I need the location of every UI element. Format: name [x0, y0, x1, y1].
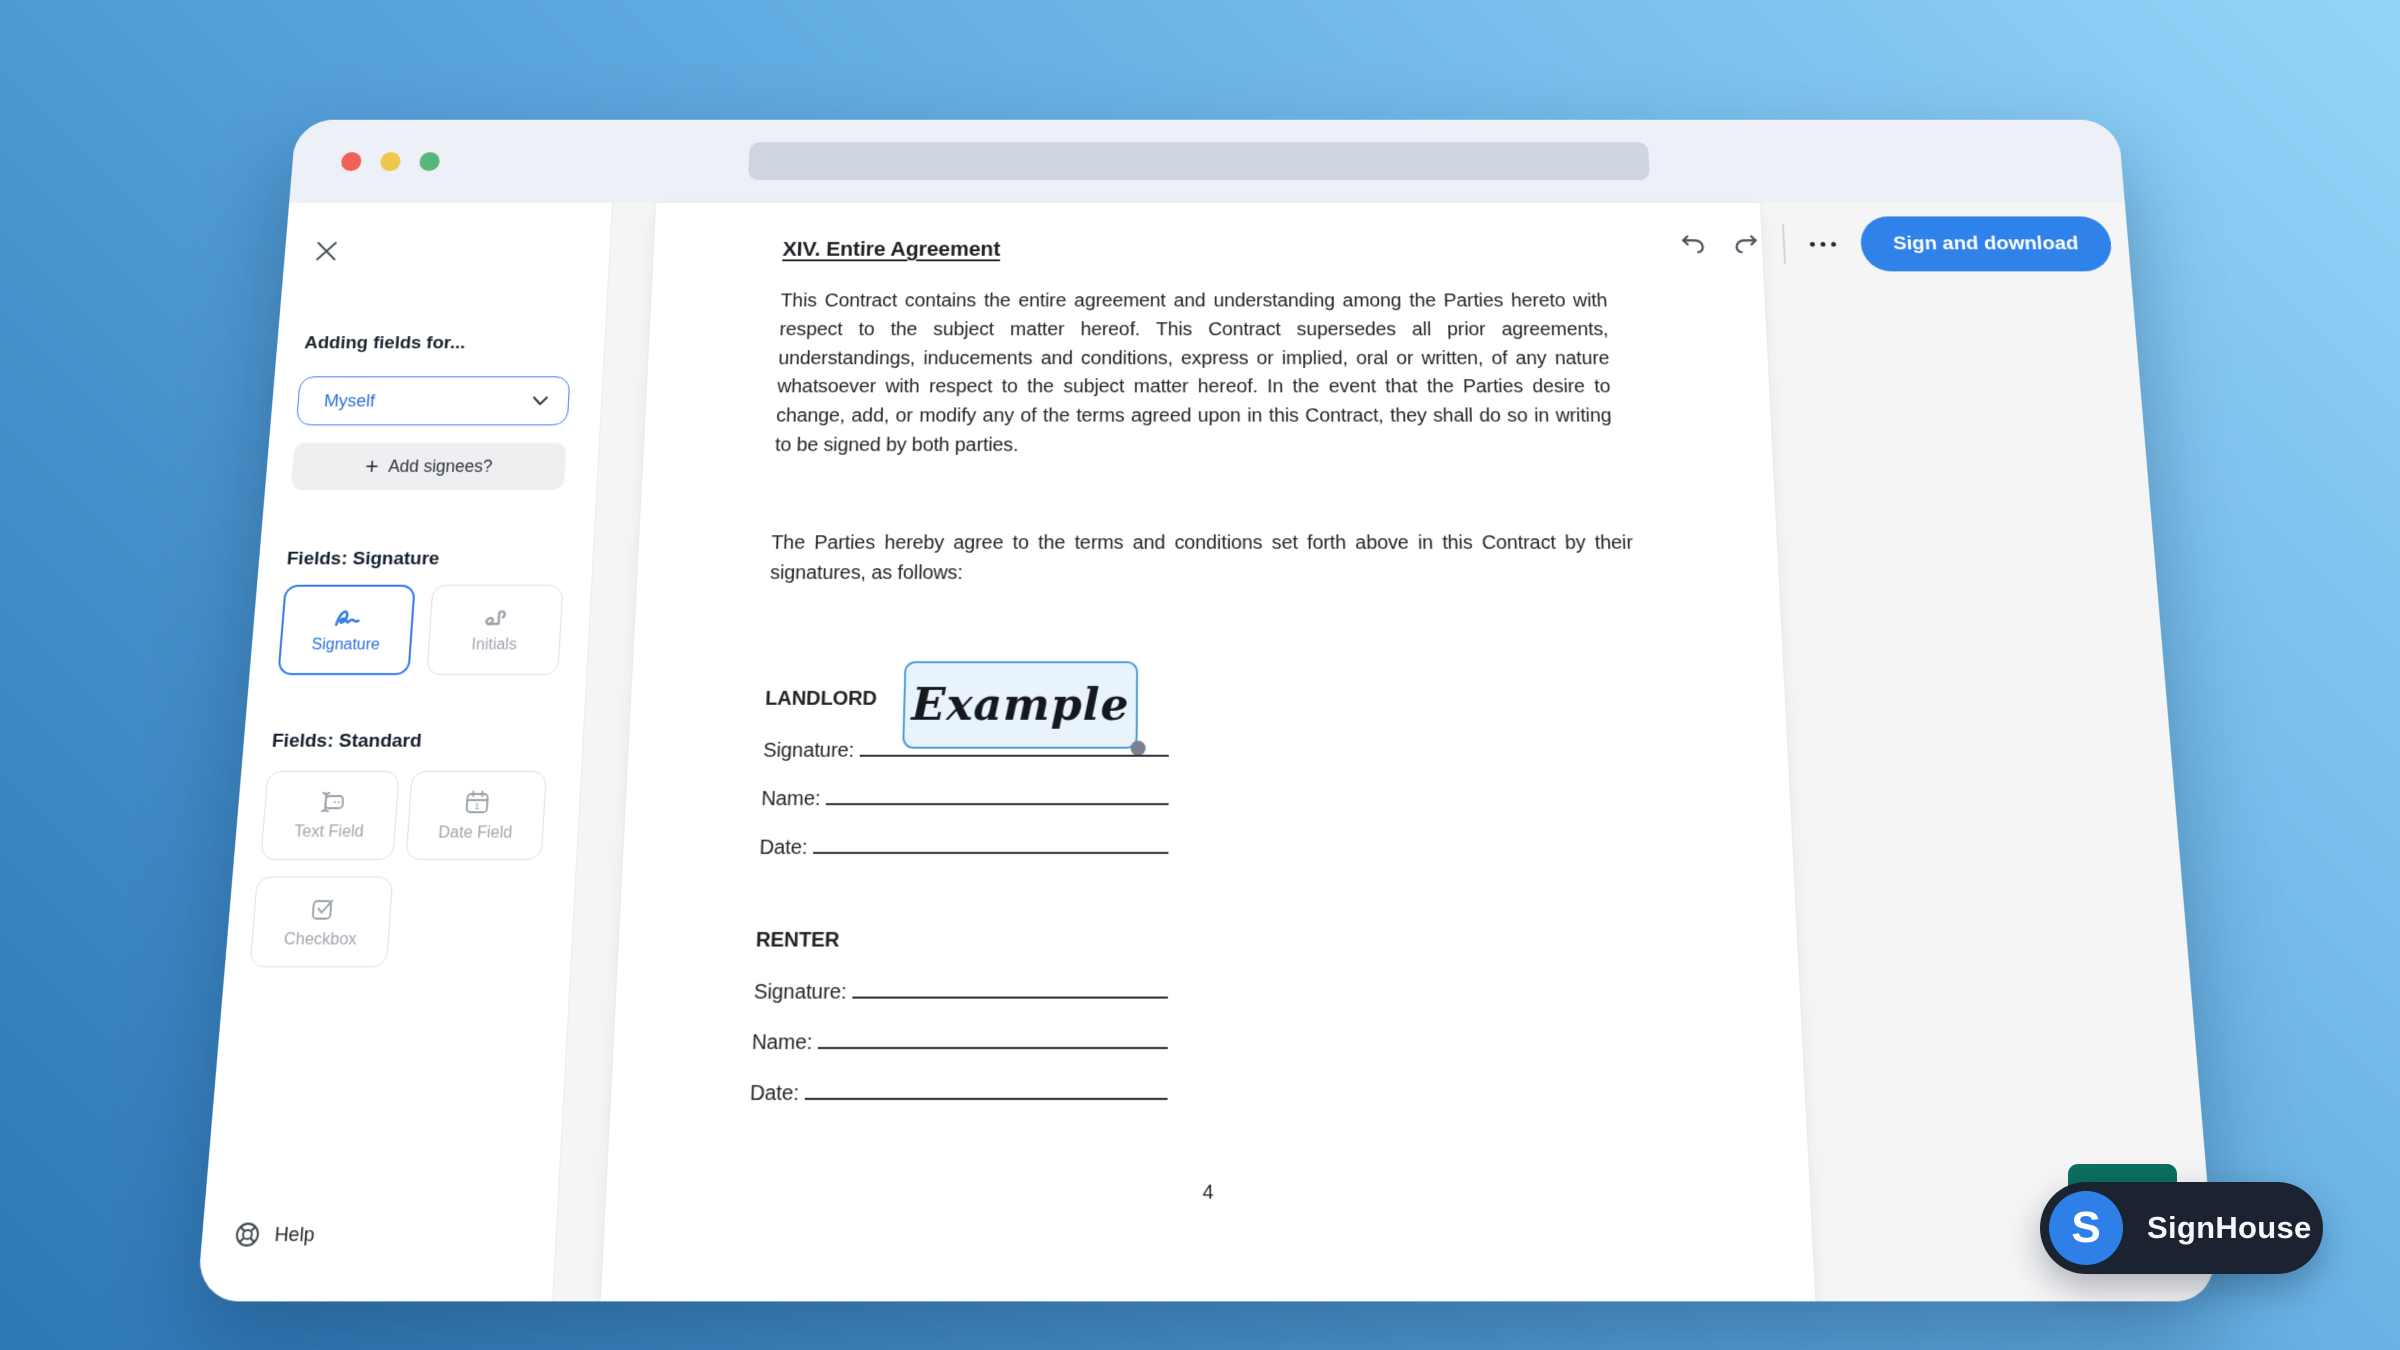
signature-label: Signature: — [753, 980, 847, 1004]
chevron-down-icon — [532, 395, 549, 406]
initials-field-label: Initials — [471, 636, 518, 653]
minimize-window-button[interactable] — [380, 152, 401, 171]
signhouse-badge[interactable] — [2040, 1182, 2323, 1274]
signhouse-brand-name: SignHouse — [2147, 1210, 2312, 1245]
close-icon — [313, 239, 340, 263]
dot-icon — [1820, 242, 1825, 247]
app-body — [197, 203, 2218, 1302]
text-cursor-input-icon — [316, 789, 346, 813]
calendar-digit: 1 — [474, 800, 480, 812]
checkbox-icon — [308, 894, 337, 921]
renter-signature-row — [753, 974, 1168, 1003]
landlord-signature-row — [763, 733, 1169, 761]
dot-icon — [1831, 242, 1836, 247]
maximize-window-button[interactable] — [419, 152, 440, 171]
contract-content — [601, 203, 1816, 1302]
viewer-toolbar — [1678, 216, 2113, 271]
lifebuoy-icon — [233, 1220, 263, 1248]
text-field-label: Text Field — [293, 822, 365, 841]
date-field-label: Date Field — [437, 823, 513, 842]
dot-icon — [1809, 242, 1814, 247]
add-signees-button[interactable] — [291, 442, 567, 490]
date-field-button[interactable] — [406, 771, 547, 860]
plus-icon: + — [364, 453, 380, 479]
date-line — [813, 829, 1168, 853]
initials-field-button[interactable] — [426, 585, 563, 675]
section-heading: XIV. Entire Agreement — [782, 237, 1001, 261]
fields-signature-heading: Fields: Signature — [286, 548, 441, 570]
signature-example-text: Example — [911, 679, 1130, 731]
initials-icon — [481, 606, 510, 628]
page-number: 4 — [1202, 1181, 1214, 1205]
more-options-button[interactable] — [1807, 236, 1838, 252]
signee-select-value: Myself — [323, 390, 376, 410]
undo-icon[interactable] — [1679, 232, 1709, 256]
add-signees-label: Add signees? — [387, 456, 494, 476]
fields-standard-heading: Fields: Standard — [271, 730, 423, 752]
browser-window — [197, 120, 2218, 1302]
close-window-button[interactable] — [341, 152, 363, 171]
name-line — [826, 781, 1168, 805]
name-label: Name: — [751, 1031, 813, 1055]
landlord-date-row — [759, 829, 1168, 858]
renter-name-row — [752, 1024, 1168, 1054]
checkbox-field-label: Checkbox — [283, 930, 358, 949]
window-controls — [341, 152, 441, 171]
signature-field-label: Signature — [310, 636, 381, 653]
close-sidebar-button[interactable] — [313, 239, 340, 263]
contract-page — [601, 203, 1816, 1302]
redo-icon[interactable] — [1731, 232, 1761, 256]
landlord-name-row — [761, 781, 1169, 809]
browser-chrome — [289, 120, 2125, 203]
name-label: Name: — [760, 787, 821, 811]
signature-field-button[interactable] — [277, 585, 415, 675]
address-bar[interactable] — [748, 142, 1650, 180]
signature-line — [860, 733, 1169, 757]
signature-label: Signature: — [762, 739, 855, 762]
signature-icon — [332, 606, 363, 628]
date-line — [805, 1074, 1168, 1099]
help-button[interactable] — [233, 1220, 316, 1248]
renter-heading: RENTER — [755, 928, 840, 952]
contract-paragraph: The Parties hereby agree to the terms and conditions set forth above in this Contract by their signatures, as follows: — [769, 532, 1634, 584]
fields-sidebar — [197, 203, 613, 1302]
signee-select[interactable] — [296, 376, 571, 425]
help-label: Help — [273, 1222, 316, 1246]
document-viewer — [553, 203, 2217, 1302]
signature-line — [853, 974, 1168, 999]
checkbox-field-button[interactable] — [249, 876, 393, 967]
contract-paragraph: This Contract contains the entire agreement and understanding among the Parties hereto with respect to the subject matter hereof. This Contract supersedes all prior agreements, understandings, inducements and conditions, express or implied, oral or written, of any nature whatsoever with respect to the subject matter hereof. In the event that the Parties desire to change, add, or modify any of the terms agreed upon in this Contract, they shall do so in writing to be signed by both parties. — [774, 290, 1612, 456]
date-label: Date: — [759, 836, 808, 860]
signhouse-logo-icon: S — [2049, 1191, 2123, 1265]
text-field-button[interactable] — [260, 771, 399, 860]
name-line — [818, 1024, 1168, 1049]
date-label: Date: — [749, 1081, 800, 1106]
landlord-heading: LANDLORD — [764, 687, 878, 710]
adding-fields-label: Adding fields for... — [303, 333, 467, 353]
toolbar-divider — [1782, 224, 1786, 264]
renter-date-row — [750, 1074, 1168, 1104]
sign-and-download-button[interactable]: Sign and download — [1859, 216, 2113, 271]
calendar-icon — [463, 788, 491, 814]
